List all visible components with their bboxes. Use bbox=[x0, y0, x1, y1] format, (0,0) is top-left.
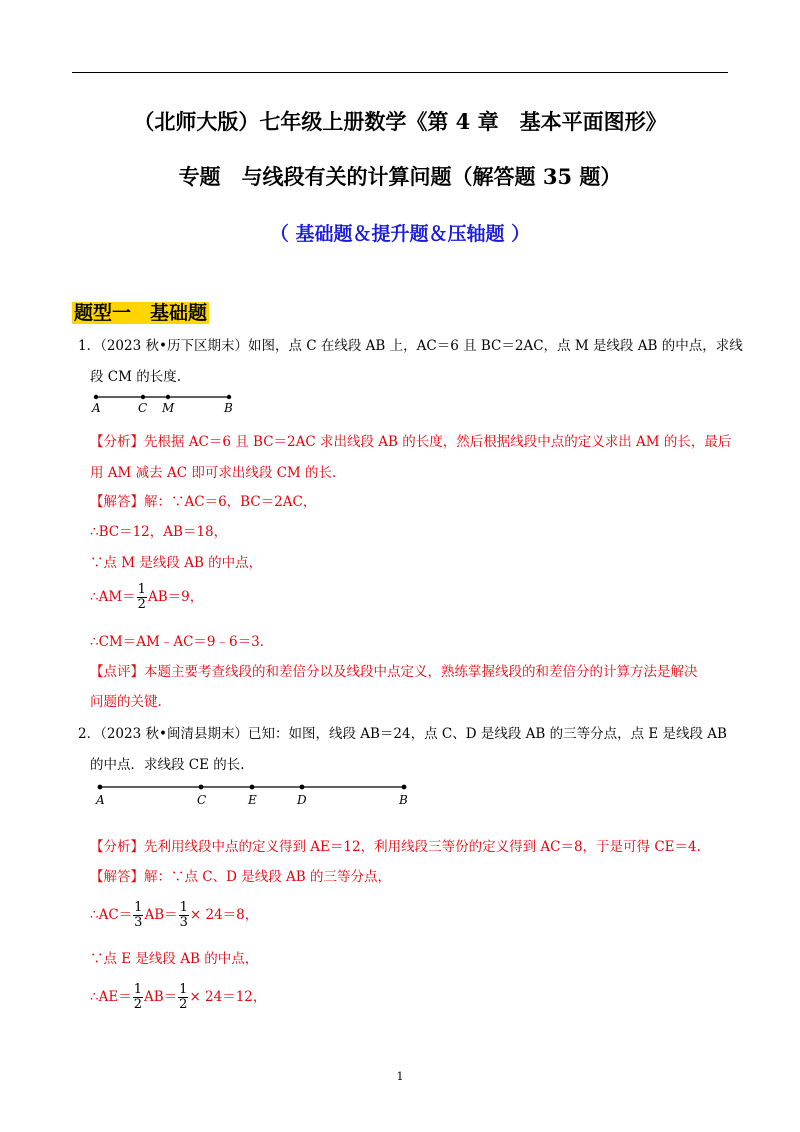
section-heading: 题型一 基础题 bbox=[74, 302, 208, 324]
q2-solution-line4: ∴AE＝ $\frac{1}{2}$ AB＝ $\frac{1}{2}$ × 24＝12， bbox=[90, 982, 267, 1012]
q1-solution-line5: ∴CM＝AM﹣AC＝9﹣6＝3. bbox=[90, 634, 264, 650]
q1-point-b bbox=[227, 395, 231, 399]
q1-analysis-line1: 【分析】先根据 AC＝6 且 BC＝2AC 求出线段 AB 的长度，然后根据线段中点的定义求出 AM 的长，最后 bbox=[90, 434, 732, 450]
q2-fraction-half-b: $\frac{1}{2}$ bbox=[179, 982, 188, 1012]
q1-fraction-half: $\frac{1}{2}$ bbox=[137, 582, 146, 612]
q2-solution-line2: ∴AC＝ $\frac{1}{3}$ AB＝ $\frac{1}{3}$ × 24＝8， bbox=[90, 900, 259, 930]
q2-line-segment-figure bbox=[88, 780, 418, 810]
q2-point-b bbox=[402, 785, 407, 790]
q2-fraction-half-a: $\frac{1}{2}$ bbox=[133, 982, 142, 1012]
q2-label-a: A bbox=[96, 793, 105, 807]
q2-text-line1: 2．（2023 秋•闽清县期末）已知：如图，线段 AB＝24，点 C、D 是线段 AB 的三等分点，点 E 是线段 AB bbox=[78, 726, 727, 742]
q1-line-segment-figure bbox=[86, 390, 246, 416]
q2-label-b: B bbox=[399, 793, 408, 807]
page-number: 1 bbox=[396, 1070, 404, 1083]
difficulty-subtitle: （ 基础题＆提升题＆压轴题 ） bbox=[269, 223, 531, 245]
q1-analysis-line2: 用 AM 减去 AC 即可求出线段 CM 的长. bbox=[90, 465, 337, 481]
q1-point-a bbox=[94, 395, 98, 399]
document-title: （北师大版）七年级上册数学《第 4 章 基本平面图形》 bbox=[133, 109, 667, 134]
q1-point-c bbox=[141, 395, 145, 399]
q1-point-m bbox=[166, 395, 170, 399]
q1-text-line1: 1．（2023 秋•历下区期末）如图，点 C 在线段 AB 上，AC＝6 且 BC＝2AC，点 M 是线段 AB 的中点，求线 bbox=[78, 338, 743, 354]
q2-label-c: C bbox=[197, 793, 207, 807]
q2-solution-line1: 【解答】解：∵点 C、D 是线段 AB 的三等分点， bbox=[90, 869, 391, 885]
q1-solution-line3: ∵点 M 是线段 AB 的中点， bbox=[90, 555, 263, 571]
q1-comment-line1: 【点评】本题主要考查线段的和差倍分以及线段中点定义，熟练掌握线段的和差倍分的计算方法是解决 bbox=[90, 664, 698, 680]
q1-solution-line2: ∴BC＝12，AB＝18， bbox=[90, 524, 228, 540]
q2-fraction-third-b: $\frac{1}{3}$ bbox=[179, 900, 188, 930]
q1-text-line2: 段 CM 的长度. bbox=[90, 369, 182, 385]
header-rule bbox=[72, 72, 728, 73]
topic-title: 专题 与线段有关的计算问题（解答题 35 题） bbox=[178, 164, 622, 189]
q2-label-e: E bbox=[248, 793, 257, 807]
q2-text-line2: 的中点．求线段 CE 的长. bbox=[90, 757, 245, 773]
q2-point-d bbox=[300, 785, 305, 790]
q1-solution-line1: 【解答】解：∵AC＝6，BC＝2AC， bbox=[90, 494, 317, 510]
q1-label-b: B bbox=[224, 401, 233, 415]
q1-comment-line2: 问题的关键. bbox=[90, 694, 162, 710]
q1-label-m: M bbox=[162, 401, 175, 415]
q2-point-a bbox=[98, 785, 103, 790]
q2-point-e bbox=[250, 785, 255, 790]
q1-solution-line4: ∴AM＝ $\frac{1}{2}$ AB＝9， bbox=[90, 582, 204, 612]
q2-solution-line3: ∵点 E 是线段 AB 的中点， bbox=[90, 951, 259, 967]
q2-fraction-third-a: $\frac{1}{3}$ bbox=[134, 900, 143, 930]
q1-label-c: C bbox=[138, 401, 148, 415]
q2-label-d: D bbox=[297, 793, 307, 807]
q1-label-a: A bbox=[92, 401, 101, 415]
q2-point-c bbox=[199, 785, 204, 790]
q2-analysis: 【分析】先利用线段中点的定义得到 AE＝12，利用线段三等份的定义得到 AC＝8，于是可得 CE＝4. bbox=[90, 839, 701, 855]
